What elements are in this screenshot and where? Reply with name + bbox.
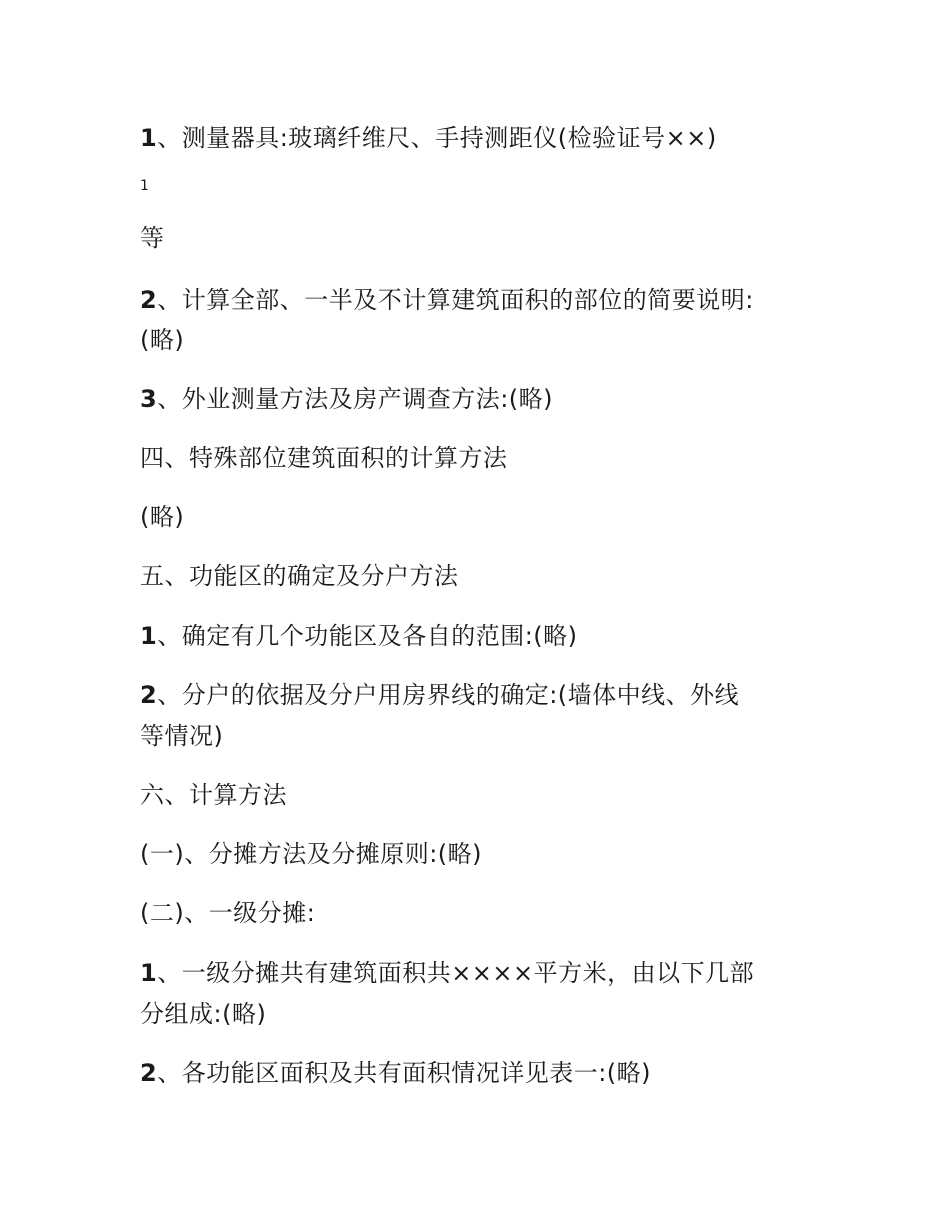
- item-text: 、分户的依据及分户用房界线的确定:(墙体中线、外线: [157, 681, 740, 709]
- item-2-unit-division: [140, 675, 830, 715]
- text-content: 分组成:(略): [140, 1000, 267, 1028]
- item-text: 、确定有几个功能区及各自的范围:(略): [157, 622, 578, 650]
- item-text: 、计算全部、一半及不计算建筑面积的部位的简要说明:: [157, 286, 754, 314]
- text-content: 等情况): [140, 722, 224, 750]
- section-heading-5: [140, 556, 830, 596]
- text-line: [140, 716, 830, 756]
- text-line: [140, 994, 830, 1034]
- text-line: [140, 497, 830, 537]
- item-number: 1: [140, 622, 158, 650]
- text-line: [140, 218, 830, 258]
- footnote-marker: [140, 176, 830, 196]
- item-3-survey-method: [140, 379, 830, 419]
- subsection-2-first-level: [140, 893, 830, 933]
- text-content: (略): [140, 503, 185, 531]
- item-number: 1: [140, 959, 158, 987]
- heading-text: 五、功能区的确定及分户方法: [140, 562, 459, 590]
- text-line: [140, 320, 830, 360]
- item-1-measuring-tools: [140, 118, 830, 158]
- item-text: 、外业测量方法及房产调查方法:(略): [157, 385, 554, 413]
- subsection-text: (一)、分摊方法及分摊原则:(略): [140, 840, 483, 868]
- item-2-area-table: [140, 1053, 830, 1093]
- text-content: (略): [140, 326, 185, 354]
- section-heading-4: [140, 438, 830, 478]
- item-1-function-zones: [140, 616, 830, 656]
- item-number: 2: [140, 681, 158, 709]
- item-2-area-explanation: [140, 280, 830, 320]
- item-text: 、一级分摊共有建筑面积共××××平方米，由以下几部: [157, 959, 755, 987]
- item-text: 、各功能区面积及共有面积情况详见表一:(略): [157, 1059, 652, 1087]
- item-text: 、测量器具:玻璃纤维尺、手持测距仪(检验证号××): [157, 124, 717, 152]
- item-1-shared-area: [140, 953, 830, 993]
- subsection-1-allocation-method: [140, 834, 830, 874]
- item-number: 2: [140, 286, 158, 314]
- subsection-text: (二)、一级分摊:: [140, 899, 316, 927]
- heading-text: 四、特殊部位建筑面积的计算方法: [140, 444, 508, 472]
- footnote-text: 1: [140, 178, 150, 194]
- section-heading-6: [140, 775, 830, 815]
- item-number: 1: [140, 124, 158, 152]
- heading-text: 六、计算方法: [140, 781, 287, 809]
- item-number: 2: [140, 1059, 158, 1087]
- text-content: 等: [140, 224, 165, 252]
- item-number: 3: [140, 385, 158, 413]
